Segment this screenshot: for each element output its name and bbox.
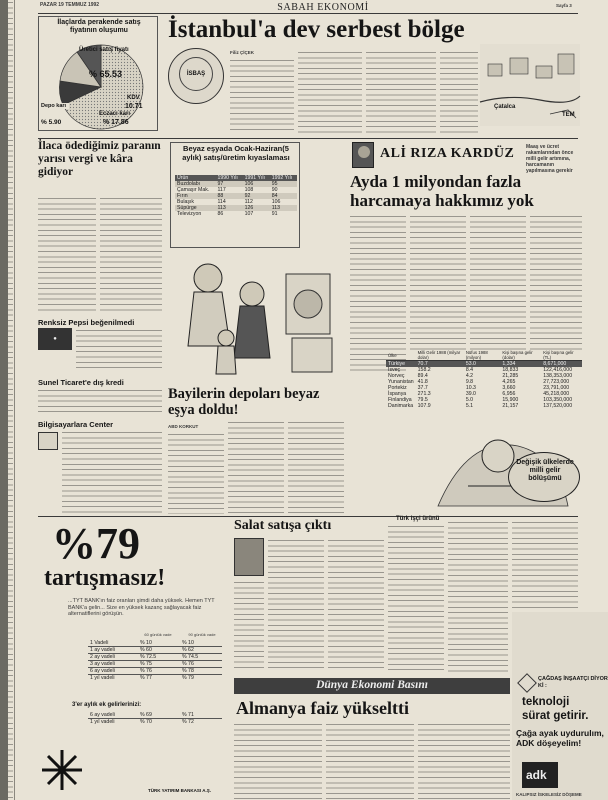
cell: 27,723,000 (543, 379, 570, 385)
cell: Finlandiya (388, 397, 412, 403)
cell: 271.3 (417, 391, 431, 397)
cell: % 72.5 (140, 654, 157, 660)
cell: 95 (271, 181, 278, 187)
tytbank-col-b: 90 günlük vade (188, 632, 216, 637)
tytbank-subhead: 3'er aylık ek gelirlerinizi: (72, 702, 142, 708)
beyaz-esya-box (170, 142, 300, 248)
cell: 90 (271, 187, 278, 193)
cell: 108 (244, 187, 254, 193)
beyaz-esya-byline: ABD KORKUT (168, 424, 199, 429)
pie-value-eczaci: % 17.86 (103, 119, 129, 126)
tytbank-text: ...TYT BANK'ın faiz oranları şimdi daha yüksek. Hemen TYT BANK'a gelin... Size en yüksek kazanç sağlayacak faiz alternatiflerini görüşün. (68, 598, 215, 617)
cell: 158.2 (417, 367, 431, 373)
gelir-h0: Ülke (388, 352, 397, 358)
pie-value-kdv: 10.71 (125, 103, 143, 110)
table-row (88, 647, 222, 654)
dunya-band (234, 678, 510, 694)
columnist-side-note: Maaş ve ücret rakamlarından önce milli gelir artımına, harcamanın yapılmasına gerekir (526, 144, 574, 174)
cell: % 75 (140, 661, 152, 667)
dunya-band-text: Dünya Ekonomi Basını (316, 679, 428, 691)
tytbank-ad (38, 520, 228, 800)
pepsi-logo: ● (38, 328, 72, 350)
salat-col-1 (268, 538, 324, 672)
tytbank-big-number: %79 (52, 519, 140, 568)
gelir-table (386, 350, 582, 409)
gelir-h2: Nüfus 1988 (milyon) (465, 350, 488, 360)
pie-chart-box (38, 16, 158, 131)
cell: Çamaşır Mak. (177, 187, 210, 193)
cell: % 76 (140, 668, 152, 674)
ilac-col-2 (100, 196, 162, 314)
cell: 88 (217, 193, 224, 199)
cell: % 10 (140, 640, 152, 646)
main-headline: İstanbul'a dev serbest bölge (168, 16, 465, 43)
table-row (88, 668, 222, 675)
pie-label-depo: Depo karı (41, 103, 69, 109)
adk-logo-text: adk (526, 768, 547, 782)
cell: 45,218,000 (543, 391, 570, 397)
be-col-h2: 1991 Yılı (244, 175, 265, 181)
be-col-h3: 1992 Yılı (271, 175, 293, 181)
gelir-h4: Kişi başına gelir (TL) (543, 350, 574, 360)
adk-ad (512, 612, 608, 800)
adk-headline-3: Çağa ayak uydurulım, ADK döşeyelim! (516, 728, 604, 748)
salat-col-6 (512, 520, 578, 608)
cell: 15,900 (502, 397, 519, 403)
cell: 122,416,000 (543, 367, 573, 373)
salat-col-5 (448, 520, 508, 672)
cell: % 79 (182, 675, 194, 681)
cell: 1 yıl vadeli (90, 675, 115, 681)
cell: İspanya (388, 391, 407, 397)
cell: 97 (217, 181, 224, 187)
brief-center-text (62, 430, 162, 514)
beyaz-esya-table (175, 175, 297, 217)
cell: 6 ay vadeli (90, 668, 115, 674)
cell: Televizyon (177, 211, 202, 217)
cell: 126 (244, 205, 254, 211)
pie-label-uretici: Üretici satış fiyatı (79, 47, 129, 53)
tytbank-rate-table (88, 640, 222, 681)
cell: 21,157 (502, 403, 519, 409)
cell: 3 ay vadeli (90, 661, 115, 667)
cartoon-illustration (168, 250, 344, 382)
cell: 113 (217, 205, 226, 211)
map-label-tem: TEM (562, 112, 575, 118)
cell: 10.3 (465, 385, 476, 391)
cell: 6 ay vadeli (90, 712, 115, 718)
tytbank-snowflake-logo (40, 748, 84, 792)
columnist-col-3 (470, 214, 526, 354)
cell: % 78 (182, 668, 194, 674)
pie-label-eczaci: Eczacı karı (99, 111, 131, 117)
cell: 21,285 (502, 373, 519, 379)
main-byline: Filiz ÇİÇEK (230, 50, 255, 55)
cell: 53.0 (465, 361, 476, 367)
main-story-col-3 (366, 50, 436, 134)
adk-headline-2: sürat getirir. (522, 710, 589, 722)
cell: % 76 (182, 661, 194, 667)
cell: 114 (217, 199, 226, 205)
cell: % 69 (140, 712, 152, 718)
pie-label-kdv: KDV (127, 95, 140, 101)
dunya-col-2 (326, 722, 414, 800)
newspaper-page (8, 0, 608, 800)
cell: % 71 (182, 712, 194, 718)
cell: İsveç (388, 367, 401, 373)
cell: 1 Vadeli (90, 640, 109, 646)
pie-value-uretici: % 65.53 (89, 69, 123, 79)
cell: Süpürge (177, 205, 197, 211)
cell: % 10 (182, 640, 194, 646)
cell: 112 (244, 199, 253, 205)
beyaz-esya-col-3 (288, 420, 344, 514)
gelir-badge (508, 452, 580, 502)
cell: 1,334 (502, 361, 516, 367)
cell: 89.4 (417, 373, 428, 379)
cell: Portekiz (388, 385, 407, 391)
main-story-col-2 (298, 50, 362, 134)
isbas-logo-text: İSBAŞ (186, 71, 206, 77)
cell: 79.5 (417, 397, 428, 403)
brief-title-pepsi: Renksiz Pepsi beğenilmedi (38, 318, 135, 327)
tytbank-logo-text: TÜRK YATIRIM BANKASI A.Ş. (148, 788, 212, 793)
salat-col-4 (388, 524, 444, 672)
masthead-date: PAZAR 19 TEMMUZ 1992 (40, 2, 100, 8)
columnist-name: ALİ RIZA KARDÜZ (380, 146, 515, 161)
cell: Türkiye (388, 361, 406, 367)
cell: 106 (244, 181, 254, 187)
table-row (88, 675, 222, 682)
cell: 5.1 (465, 403, 474, 409)
left-edge-column (8, 0, 13, 800)
cell: 4.2 (465, 373, 474, 379)
columnist-photo (352, 142, 374, 168)
cell: 2 ay vadeli (90, 654, 115, 660)
cell: 86 (217, 211, 224, 217)
dunya-col-1 (234, 722, 322, 800)
cell: % 62 (182, 647, 194, 653)
cell: 138,353,000 (543, 373, 573, 379)
pie-value-depo: % 5.90 (41, 119, 62, 126)
cell: 103,350,000 (543, 397, 573, 403)
tytbank-rate-table-2 (88, 712, 222, 725)
cell: 39.0 (465, 391, 476, 397)
table-row (88, 719, 222, 726)
brief-pepsi-text (76, 328, 162, 372)
cell: 5.0 (465, 397, 474, 403)
cell: 1 ay vadeli (90, 647, 115, 653)
cell: % 74.5 (182, 654, 199, 660)
brief-title-center: Bilgisayarlara Center (38, 420, 114, 429)
map-label-catalca: Çatalca (494, 104, 516, 110)
cell: 3,660 (502, 385, 516, 391)
dunya-headline: Almanya faiz yükseltti (236, 698, 409, 718)
cell: 8.4 (465, 367, 474, 373)
table-row (175, 211, 297, 217)
cell: 37.7 (417, 385, 428, 391)
table-row (88, 654, 222, 661)
cell: 6,956 (502, 391, 516, 397)
cell: 23,791,000 (543, 385, 570, 391)
gelir-h3: Kişi başına gelir (dolar) (502, 350, 533, 360)
salat-col-3 (328, 538, 384, 672)
table-row (88, 661, 222, 668)
salat-photo (234, 538, 264, 576)
isbas-logo (168, 48, 224, 104)
cell: 4,265 (502, 379, 516, 385)
cell: 91 (271, 211, 278, 217)
masthead-section: SABAH EKONOMİ (277, 2, 369, 13)
center-logo (38, 432, 58, 450)
cell: 92 (244, 193, 251, 199)
cell: % 60 (140, 647, 152, 653)
cell: 113 (271, 205, 281, 211)
cell: 107.9 (417, 403, 431, 409)
salat-headline: Salat satışa çıktı (234, 518, 332, 533)
cell: % 77 (140, 675, 152, 681)
cell: 18,833 (502, 367, 519, 373)
cell: 106 (271, 199, 281, 205)
dunya-col-3 (418, 722, 510, 800)
table-row (386, 403, 582, 409)
cell: Norveç (388, 373, 405, 379)
cell: 107 (244, 211, 254, 217)
cell: Danimarka (388, 403, 414, 409)
ilac-headline: İlaca ödediğimiz paranın yarısı vergi ve kâra gidiyor (38, 140, 161, 178)
cell: 8,671,000 (543, 361, 567, 367)
beyaz-esya-headline: Bayilerin depoları beyaz eşya doldu! (168, 386, 320, 418)
cell: Fırın (177, 193, 188, 199)
cell: 1 yıl vadeli (90, 719, 115, 725)
beyaz-esya-col-2 (228, 420, 284, 514)
adk-logo (522, 762, 558, 788)
brief-sunel-text (38, 388, 162, 416)
columnist-col-2 (410, 214, 466, 354)
beyaz-esya-title: Beyaz eşyada Ocak-Haziran(5 aylık) satış/üretim kıyaslaması (182, 144, 290, 162)
cell: % 70 (140, 719, 152, 725)
columnist-col-4 (530, 214, 582, 354)
salat-col-2 (234, 580, 264, 672)
ilac-col-1 (38, 196, 96, 314)
cell: 137,520,000 (543, 403, 573, 409)
cell: 41.8 (417, 379, 428, 385)
cell: 9.8 (465, 379, 474, 385)
adk-headline-1: teknoloji (522, 696, 570, 708)
cell: 70.7 (417, 361, 428, 367)
adk-icon (517, 673, 537, 693)
be-col-h0: Ürün (177, 175, 189, 181)
brief-title-sunel: Sunel Ticaret'e dış kredi (38, 378, 124, 387)
gelir-h1: Milli Gelir 1988 (milyar dolar) (417, 350, 461, 360)
cell: 84 (271, 193, 278, 199)
columnist-headline: Ayda 1 milyondan fazla harcamaya hakkımız yok (350, 172, 534, 210)
gelir-badge-text: Değişik ülkelerde milli gelir bölüşümü (516, 459, 574, 482)
adk-company: ÇAĞDAŞ İNŞAATÇI DİYOR Kİ : (538, 676, 608, 689)
cell: 117 (217, 187, 226, 193)
main-story-col-1 (230, 58, 294, 134)
tytbank-big-text: tartışmasız! (44, 565, 166, 591)
masthead-page: Sayfa 3 (556, 3, 572, 8)
pie-chart-title: İlaçlarda perakende satış fiyatının oluşumu (57, 19, 141, 34)
beyaz-esya-col-1 (168, 432, 224, 514)
tytbank-col-a: 60 günlük vade (144, 632, 172, 637)
main-story-col-4 (440, 50, 478, 134)
cell: Buzdolabı (177, 181, 201, 187)
adk-footer: KALIPSIZ İSKELESİZ DÖŞEME (516, 792, 582, 797)
be-col-h1: 1990 Yılı (217, 175, 238, 181)
salat-subhead: Türk işçi ürünü (396, 516, 440, 522)
cell: Yunanistan (388, 379, 414, 385)
cell: % 72 (182, 719, 194, 725)
cell: Bulaşık (177, 199, 195, 205)
